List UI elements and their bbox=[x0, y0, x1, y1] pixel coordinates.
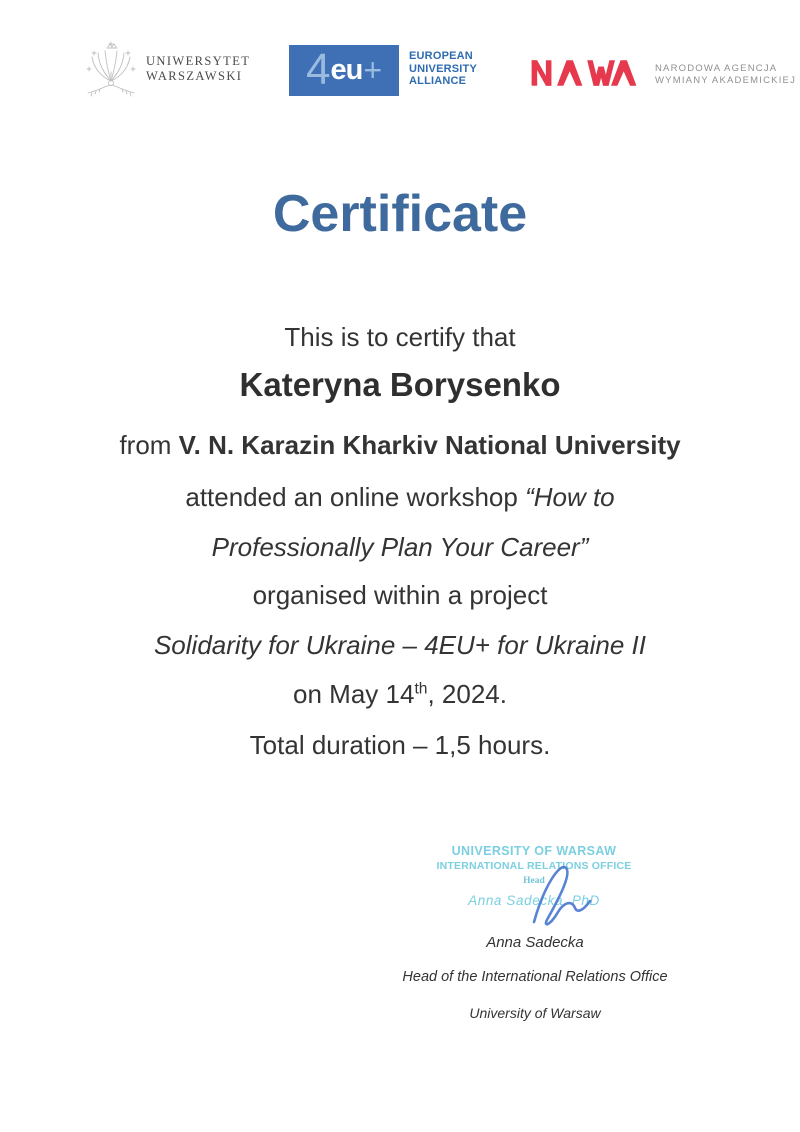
nawa-caption-line2: WYMIANY AKADEMICKIEJ bbox=[655, 75, 797, 86]
foureu-plus: + bbox=[363, 52, 382, 88]
foureu-caption-line2: UNIVERSITY bbox=[409, 62, 478, 75]
duration-line: Total duration – 1,5 hours. bbox=[249, 730, 551, 760]
stamp-line2: INTERNATIONAL RELATIONS OFFICE bbox=[436, 860, 632, 872]
foureu-logo bbox=[289, 45, 477, 96]
date-ordinal: th bbox=[414, 680, 428, 698]
nawa-wordmark-icon bbox=[530, 56, 638, 90]
uw-crest-eagle-icon bbox=[84, 40, 138, 98]
nawa-caption-line1: NARODOWA AGENCJA bbox=[655, 63, 778, 74]
page-title: Certificate bbox=[272, 185, 528, 243]
university-name: V. N. Karazin Kharkiv National University bbox=[178, 430, 681, 460]
uw-logo bbox=[84, 40, 250, 98]
foureu-box-icon bbox=[289, 45, 399, 96]
certify-intro: This is to certify that bbox=[284, 322, 516, 352]
signatory-organization: University of Warsaw bbox=[469, 1005, 601, 1021]
project-intro: organised within a project bbox=[252, 580, 548, 610]
workshop-title-part1: “How to bbox=[525, 482, 615, 512]
signature-icon bbox=[520, 856, 606, 936]
uw-name-line1: UNIWERSYTET bbox=[146, 54, 251, 68]
recipient-name: Kateryna Borysenko bbox=[239, 366, 561, 403]
signatory-name: Anna Sadecka bbox=[486, 934, 584, 951]
project-name: Solidarity for Ukraine – 4EU+ for Ukraine II bbox=[153, 630, 647, 660]
university-line bbox=[0, 430, 800, 461]
date-line bbox=[0, 679, 800, 710]
workshop-prefix: attended an online workshop bbox=[185, 482, 518, 512]
foureu-caption bbox=[409, 45, 477, 96]
date-prefix: on May 14 bbox=[293, 679, 415, 709]
signatory-role: Head of the International Relations Office bbox=[402, 969, 668, 985]
foureu-eu: eu bbox=[330, 54, 363, 86]
from-prefix: from bbox=[119, 430, 172, 460]
uw-name-line2: WARSZAWSKI bbox=[146, 69, 243, 83]
stamp-line3: Head bbox=[523, 876, 545, 886]
foureu-caption-line1: EUROPEAN bbox=[409, 50, 473, 62]
stamp-line4: Anna Sadecka, PhD bbox=[468, 893, 600, 908]
foureu-caption-line3: ALLIANCE bbox=[409, 75, 467, 87]
nawa-logo bbox=[530, 56, 796, 90]
stamp-line1: UNIVERSITY OF WARSAW bbox=[451, 844, 617, 858]
nawa-caption bbox=[655, 56, 796, 87]
workshop-line2: Professionally Plan Your Career” bbox=[211, 532, 589, 562]
date-suffix: , 2024. bbox=[427, 679, 507, 709]
uw-logo-text bbox=[146, 54, 250, 84]
workshop-line1 bbox=[0, 482, 800, 513]
foureu-digit: 4 bbox=[305, 44, 331, 94]
